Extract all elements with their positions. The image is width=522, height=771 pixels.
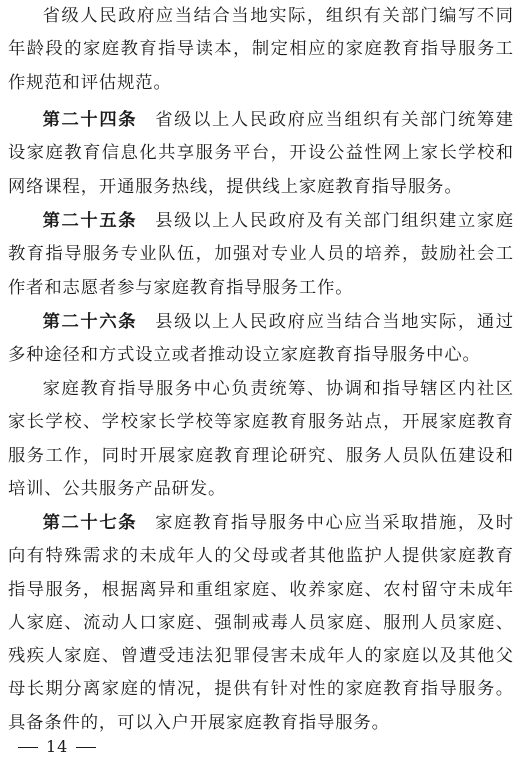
article-26 bbox=[8, 306, 514, 373]
paragraph-service-center-text: 家庭教育指导服务中心负责统筹、协调和指导辖区内社区家长学校、学校家长学校等家庭教育服务站点，开展家庭教育服务工作，同时开展家庭教育理论研究、服务人员队伍建设和培训、公共服务产品研发。 bbox=[8, 379, 514, 499]
footer-dash-right bbox=[76, 747, 96, 748]
article-25-heading: 第二十五条 bbox=[42, 211, 138, 231]
article-25 bbox=[8, 205, 514, 305]
footer-dash-left bbox=[18, 747, 38, 748]
paragraph-1-text: 省级人民政府应当结合当地实际，组织有关部门编写不同年龄段的家庭教育指导读本，制定相应的家庭教育指导服务工作规范和评估规范。 bbox=[8, 6, 514, 93]
article-25-text: 县级以上人民政府及有关部门组织建立家庭教育指导服务专业队伍，加强对专业人员的培养，鼓励社会工作者和志愿者参与家庭教育指导服务工作。 bbox=[8, 211, 514, 298]
article-24-text: 省级以上人民政府应当组织有关部门统筹建设家庭教育信息化共享服务平台，开设公益性网上家长学校和网络课程，开通服务热线，提供线上家庭教育指导服务。 bbox=[8, 110, 514, 197]
article-27 bbox=[8, 507, 514, 740]
article-26-heading: 第二十六条 bbox=[42, 312, 138, 332]
paragraph-service-center bbox=[8, 373, 514, 506]
article-26-text: 县级以上人民政府应当结合当地实际，通过多种途径和方式设立或者推动设立家庭教育指导服务中心。 bbox=[8, 312, 514, 366]
article-27-text: 家庭教育指导服务中心应当采取措施，及时向有特殊需求的未成年人的父母或者其他监护人提供家庭教育指导服务，根据离异和重组家庭、收养家庭、农村留守未成年人家庭、流动人口家庭、强制戒毒人员家庭、服刑人员家庭、残疾人家庭、曾遭受违法犯罪侵害未成年人的家庭以及其他父母长期分离家庭的情况，提供有针对性的家庭教育指导服务。具备条件的，可以入户开展家庭教育指导服务。 bbox=[8, 513, 514, 733]
article-24 bbox=[8, 104, 514, 204]
article-27-heading: 第二十七条 bbox=[42, 513, 138, 533]
page-number: 14 bbox=[46, 737, 69, 756]
article-24-heading: 第二十四条 bbox=[42, 110, 138, 130]
page-footer bbox=[18, 737, 96, 757]
paragraph-1 bbox=[8, 0, 514, 100]
